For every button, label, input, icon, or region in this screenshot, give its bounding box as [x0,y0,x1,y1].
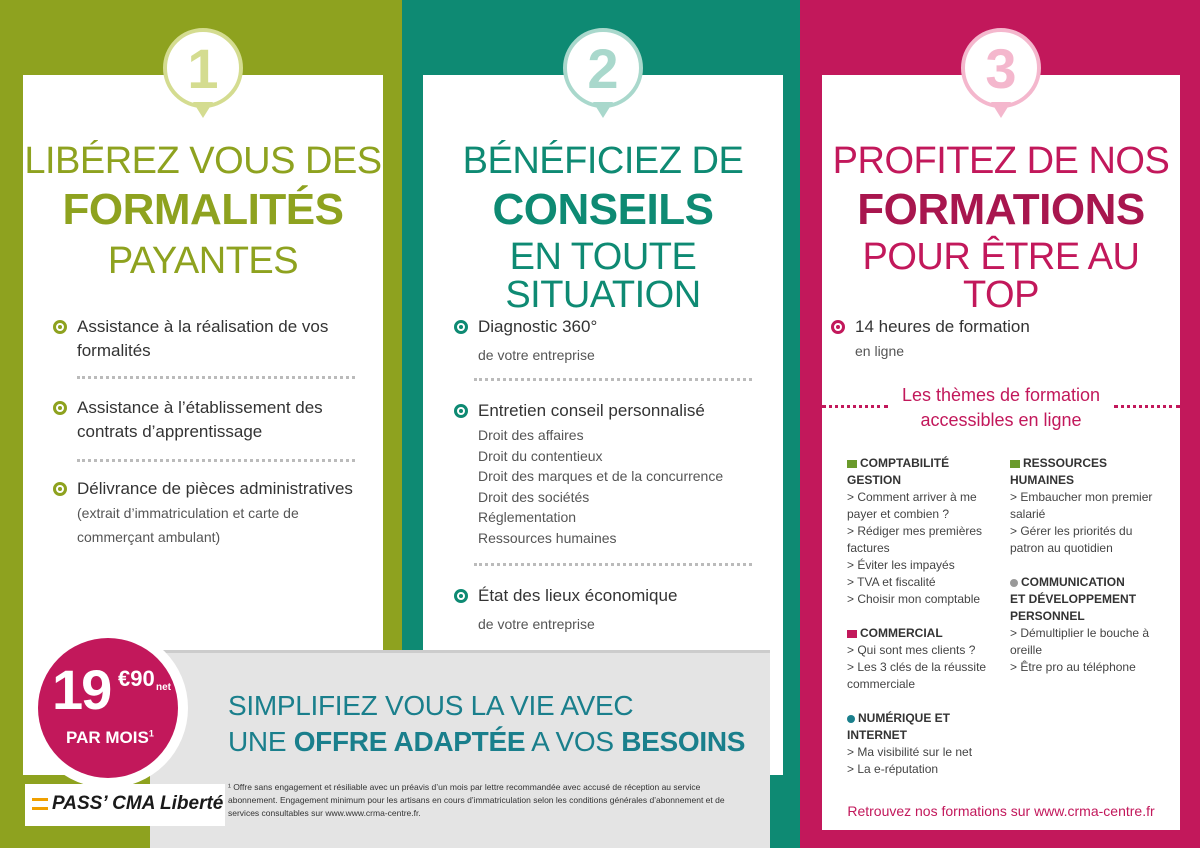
sub-list-item: Droit des affaires [478,427,584,443]
theme-title: COMMUNICATION [1021,575,1125,589]
sub-list-item: Droit des marques et de la concurrence [478,468,724,484]
item-text: Délivrance de pièces administratives [77,479,353,498]
title-emphasis: FORMATIONS [857,185,1145,234]
theme-block [1010,574,1170,676]
theme-title: INTERNET [847,728,907,742]
divider [474,378,752,381]
bullet-icon [454,404,468,418]
theme-line: factures [847,541,890,555]
theme-title: ET DÉVELOPPEMENT [1010,592,1137,606]
theme-title: NUMÉRIQUE ET [858,711,951,725]
title-line: PAYANTES [107,240,299,282]
item-text: Assistance à la réalisation de vos formalités [77,317,329,360]
chart-icon [847,630,857,638]
price-circle [38,638,178,778]
price-period-text: PAR MOIS [66,728,149,747]
divider [1114,405,1180,408]
item-sub: de votre entreprise [478,347,595,363]
theme-title: HUMAINES [1010,473,1075,487]
list-item [77,396,367,444]
step-2-badge: 2 [563,28,643,108]
theme-line: > Ma visibilité sur le net [847,745,973,759]
offer-emphasis: BESOINS [621,726,746,757]
communication-icon [1010,579,1018,587]
bullet-dot [58,325,62,329]
theme-block [1010,455,1170,557]
theme-title: PERSONNEL [1010,609,1085,623]
price-cents: €90 [118,666,155,691]
calculator-icon [847,460,857,468]
theme-line: > La e-réputation [847,762,939,776]
themes-heading-line: accessibles en ligne [920,410,1082,430]
sub-list-item: Ressources humaines [478,529,617,546]
bullet-dot [459,325,463,329]
sub-list-item: Réglementation [478,509,577,525]
formations-footer-link[interactable]: Retrouvez nos formations sur www.crma-centre.fr [847,803,1155,819]
bullet-icon [454,589,468,603]
title-line: EN TOUTE SITUATION [505,236,701,316]
theme-line: > Rédiger mes premières [847,524,983,538]
divider [77,376,355,379]
bullet-icon [53,401,67,415]
theme-title: RESSOURCES [1023,456,1108,470]
title-emphasis: CONSEILS [492,185,714,234]
title-line: PROFITEZ DE NOS [832,140,1170,182]
item-text: État des lieux économique [478,586,678,605]
people-icon [1010,460,1020,468]
sub-list-item: Droit du contentieux [478,447,603,464]
theme-line: payer et combien ? [847,507,950,521]
step-3-badge: 3 [961,28,1041,108]
title-line: BÉNÉFICIEZ DE [462,140,744,182]
offer-line: SIMPLIFIEZ VOUS LA VIE AVEC [228,690,634,721]
offer-emphasis: OFFRE ADAPTÉE [293,726,526,757]
theme-line: > Comment arriver à me [847,490,977,504]
theme-block [847,710,1007,778]
price-net: net [156,682,171,693]
column-3-title [822,140,1180,316]
theme-line: > Les 3 clés de la réussite [847,660,987,674]
item-sub: en ligne [855,343,905,359]
list-item [478,584,768,636]
bullet-dot [836,325,840,329]
list-item [855,315,1155,363]
theme-line: > Choisir mon comptable [847,592,981,606]
price-footnote-mark: 1 [148,728,154,739]
theme-line: > Éviter les impayés [847,558,955,572]
pass-logo [32,793,223,815]
item-sub: de votre entreprise [478,616,595,632]
theme-line: > Démultiplier le bouche à [1010,626,1150,640]
speed-lines-icon [32,798,48,810]
theme-block [847,455,1007,608]
list-item [478,315,768,367]
theme-line: patron au quotidien [1010,541,1113,555]
theme-line: > TVA et fiscalité [847,575,936,589]
theme-line: salarié [1010,507,1046,521]
divider [474,563,752,566]
column-2-title [423,140,783,316]
themes-heading [888,383,1114,433]
item-text: Entretien conseil personnalisé [478,401,705,420]
theme-title: COMMERCIAL [860,626,943,640]
divider [77,459,355,462]
theme-title: GESTION [847,473,902,487]
title-emphasis: FORMALITÉS [62,185,344,234]
themes-heading-line: Les thèmes de formation [901,385,1101,405]
item-text: Diagnostic 360° [478,317,598,336]
offer-text: UNE [228,726,294,757]
title-line: POUR ÊTRE AU TOP [862,236,1140,316]
sub-list-item: Droit des sociétés [478,488,590,505]
column-1-title [23,140,383,280]
list-item [478,399,768,548]
theme-line: > Être pro au téléphone [1010,660,1136,674]
bullet-dot [58,487,62,491]
list-item [77,315,367,363]
offer-text: A VOS [525,726,622,757]
offer-headline [228,688,758,760]
theme-line: commerciale [847,677,916,691]
list-item [77,477,372,549]
price-period [66,728,154,748]
bullet-icon [831,320,845,334]
bullet-icon [454,320,468,334]
theme-block [847,625,1007,693]
theme-title: COMPTABILITÉ [860,456,950,470]
price-amount: 19 [52,658,111,721]
bullet-dot [459,594,463,598]
bullet-dot [459,409,463,413]
item-text: Assistance à l’établissement des contrats d’apprentissage [77,398,323,441]
pass-logo-text: PASS’ CMA Liberté [52,793,224,814]
item-text: 14 heures de formation [855,317,1030,336]
globe-icon [847,715,855,723]
offer-footnote: ¹ Offre sans engagement et résiliable avec un préavis d’un mois par lettre recommandée avec accusé de réception au service abonnement. Engagement minimum pour les artisans en cours d’immatriculation selon les conditions générales d’abonnement et de services consultables sur www.www.crma-centre.fr. [228,782,725,818]
bullet-icon [53,482,67,496]
step-1-badge: 1 [163,28,243,108]
item-note: (extrait d’immatriculation et carte de commerçant ambulant) [77,505,299,545]
theme-line: > Qui sont mes clients ? [847,643,976,657]
theme-line: > Gérer les priorités du [1010,524,1133,538]
title-line: LIBÉREZ VOUS DES [24,140,382,182]
theme-line: > Embaucher mon premier [1010,490,1153,504]
bullet-icon [53,320,67,334]
bullet-dot [58,406,62,410]
theme-line: oreille [1010,643,1043,657]
divider [822,405,888,408]
